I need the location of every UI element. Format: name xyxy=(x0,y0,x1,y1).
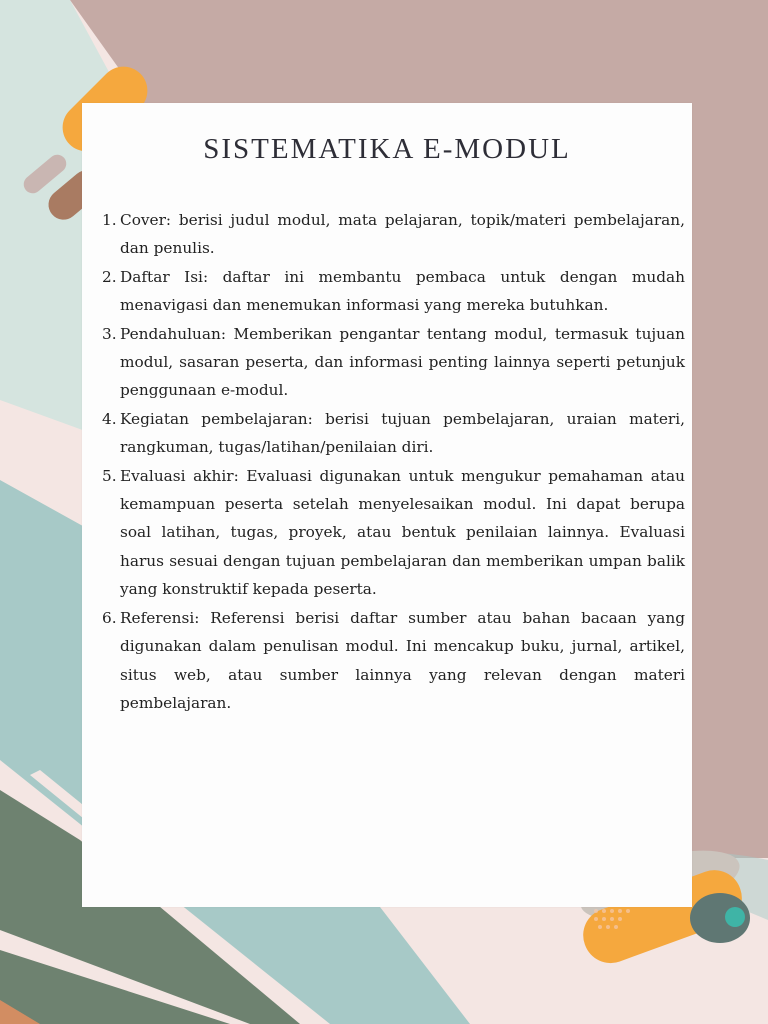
list-item xyxy=(102,604,685,718)
list-item xyxy=(102,206,685,263)
page-title: SISTEMATIKA E-MODUL xyxy=(203,133,571,165)
content-card xyxy=(82,103,692,907)
list-item-text: Kegiatan pembelajaran: berisi tujuan pembelajaran, uraian materi, rangkuman, tugas/latihan/penilaian diri. xyxy=(120,409,685,457)
list-item-text: Referensi: Referensi berisi daftar sumber atau bahan bacaan yang digunakan dalam penulisan modul. Ini mencakup buku, jurnal, artikel, situs web, atau sumber lainnya yang relevan dengan materi pembelajaran. xyxy=(120,608,685,712)
list-item-number: 6. xyxy=(102,608,117,627)
list-item-number: 4. xyxy=(102,409,117,428)
list-item-text: Cover: berisi judul modul, mata pelajaran, topik/materi pembelajaran, dan penulis. xyxy=(120,211,685,258)
list-item-number: 1. xyxy=(102,211,117,229)
list-item xyxy=(102,462,685,604)
list-item-number: 5. xyxy=(102,466,117,485)
list-item-number: 2. xyxy=(102,267,117,286)
list-item xyxy=(102,263,685,320)
list-item xyxy=(102,320,685,405)
module-structure-list xyxy=(102,206,685,717)
list-item-text: Evaluasi akhir: Evaluasi digunakan untuk mengukur pemahaman atau kemampuan peserta setelah menyelesaikan modul. Ini dapat berupa soal latihan, tugas, proyek, atau bentuk penilaian lainnya. Evaluasi harus sesuai dengan tujuan pembelajaran dan memberikan umpan balik yang konstruktif kepada peserta. xyxy=(120,466,685,599)
list-item-text: Daftar Isi: daftar ini membantu pembaca untuk dengan mudah menavigasi dan menemukan informasi yang mereka butuhkan. xyxy=(120,267,685,315)
list-item-number: 3. xyxy=(102,324,117,343)
list-item-text: Pendahuluan: Memberikan pengantar tentang modul, termasuk tujuan modul, sasaran peserta, dan informasi penting lainnya seperti petunjuk penggunaan e-modul. xyxy=(120,324,685,400)
list-item xyxy=(102,405,685,462)
